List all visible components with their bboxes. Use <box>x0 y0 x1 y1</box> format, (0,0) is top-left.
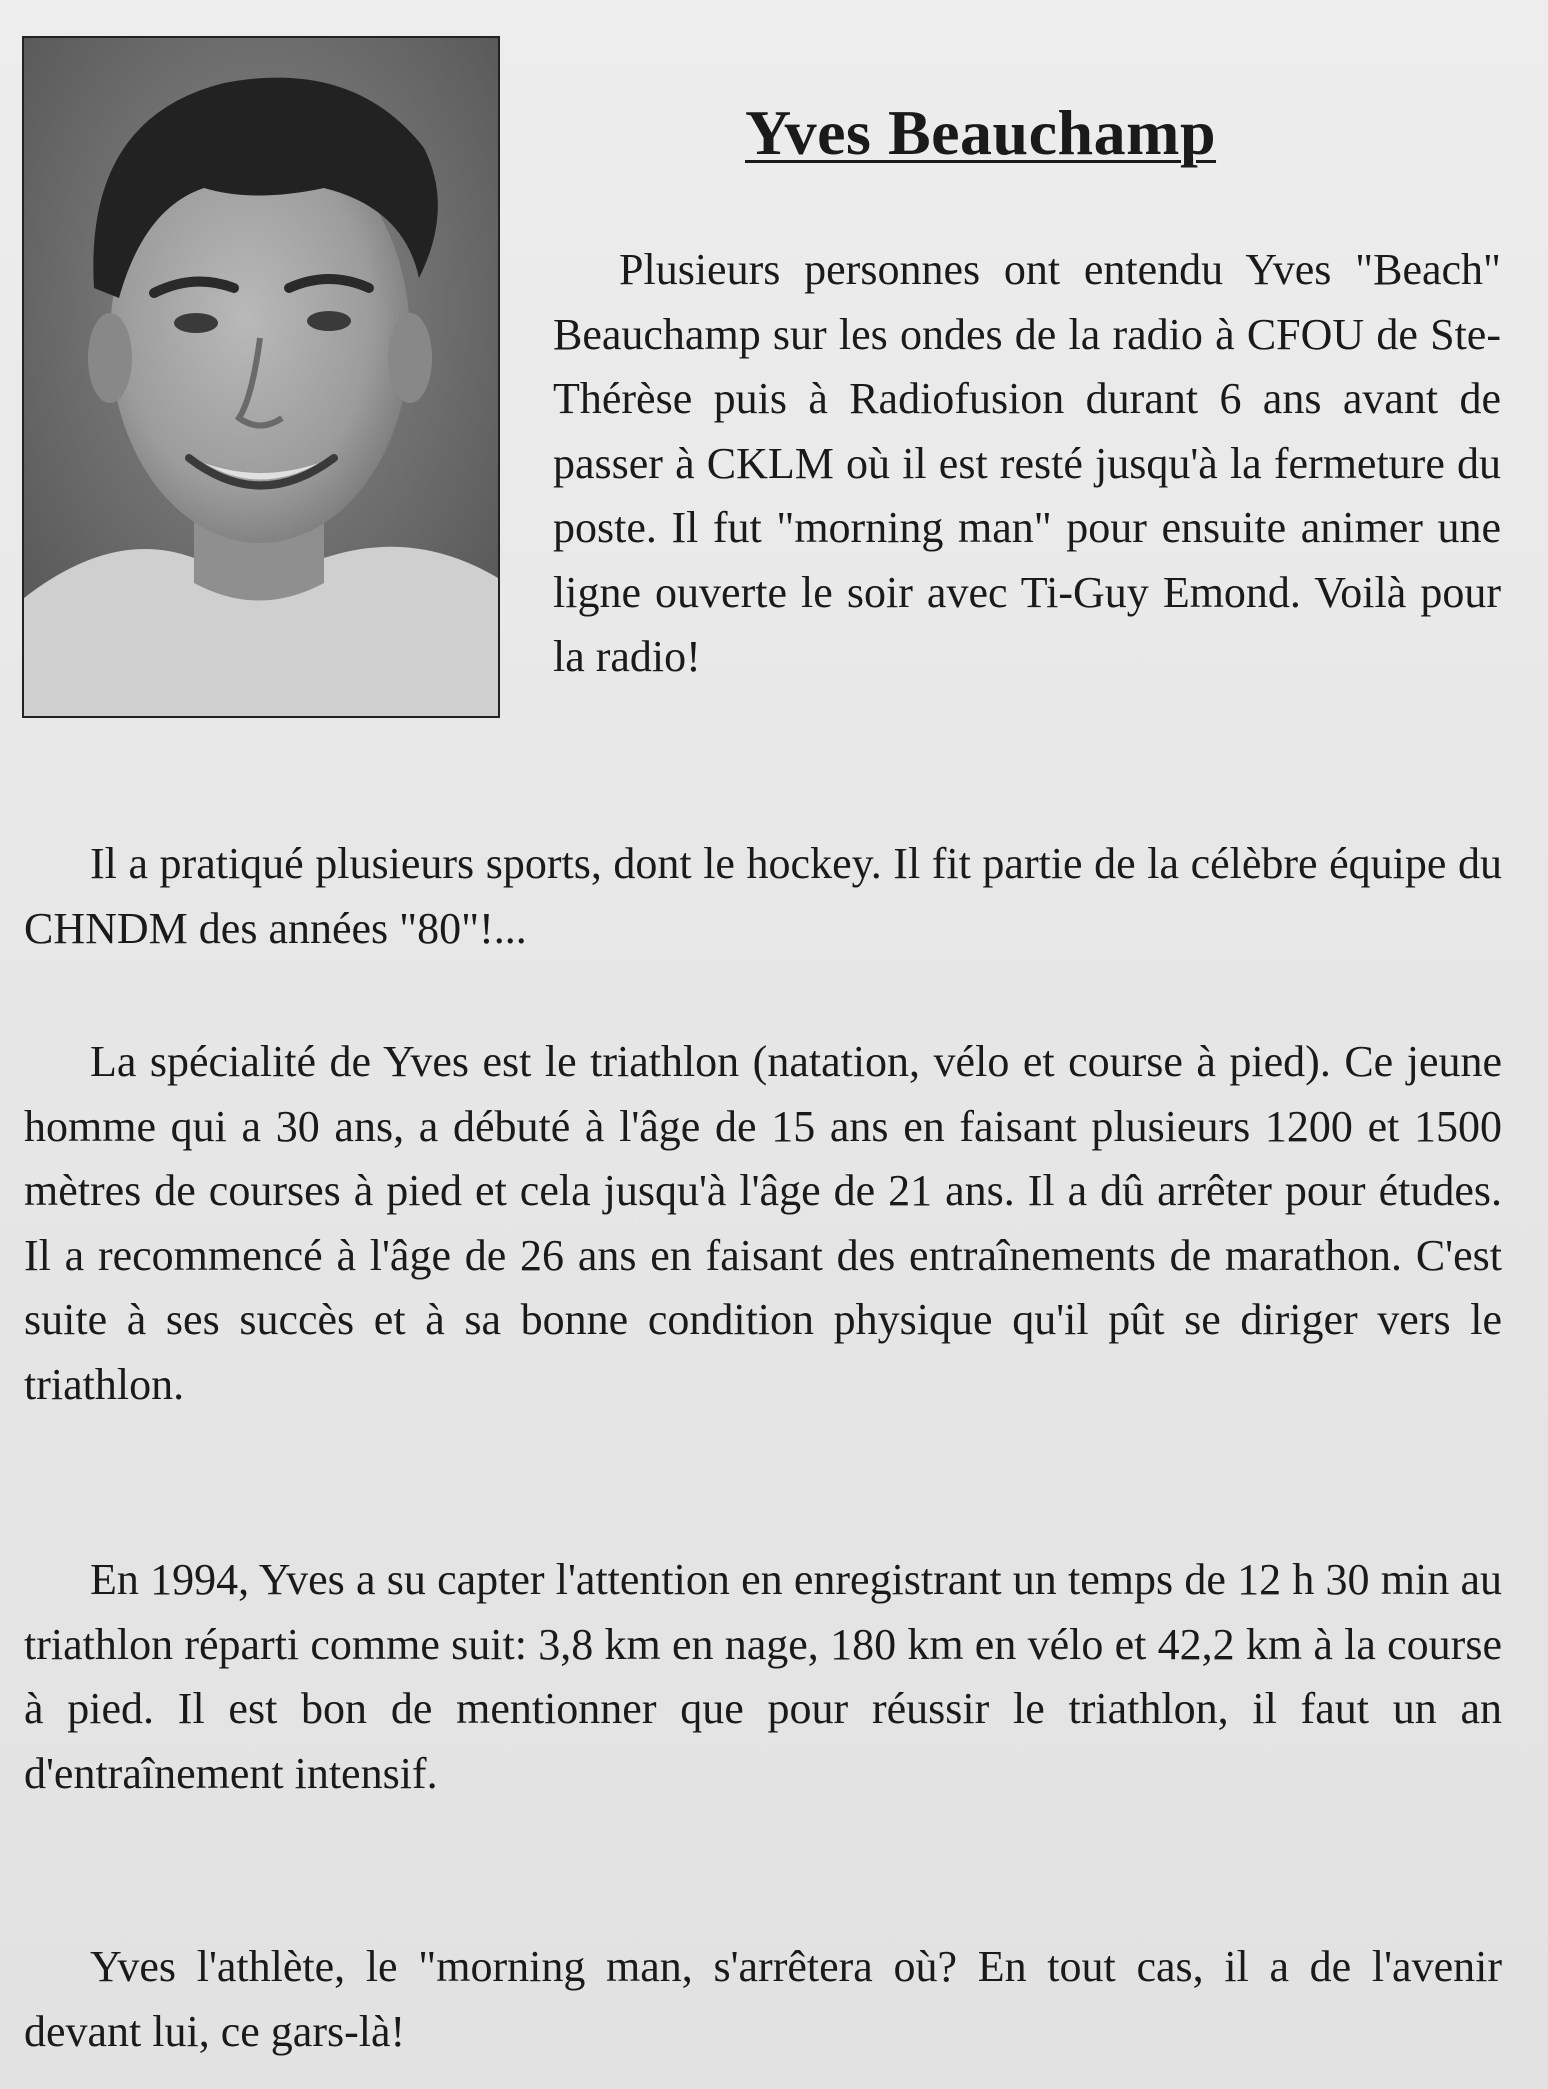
portrait-photo <box>22 36 500 718</box>
article-title: Yves Beauchamp <box>745 97 1217 168</box>
body-paragraph-sports: Il a pratiqué plusieurs sports, dont le hockey. Il fit partie de la célèbre équipe du CHNDM des années "80"!... <box>24 839 1502 953</box>
body-paragraph-closing: Yves l'athlète, le "morning man, s'arrêtera où? En tout cas, il a de l'avenir devant lui, ce gars-là! <box>24 1942 1502 2056</box>
body-paragraph-1994: En 1994, Yves a su capter l'attention en enregistrant un temps de 12 h 30 min au triathlon réparti comme suit: 3,8 km en nage, 180 km en vélo et 42,2 km à la course à pied. Il est bon de mentionner que pour réussir le triathlon, il faut un an d'entraînement intensif. <box>24 1555 1502 1798</box>
intro-paragraph: Plusieurs personnes ont entendu Yves "Beach" Beauchamp sur les ondes de la radio à CFOU de Ste-Thérèse puis à Radiofusion durant 6 ans avant de passer à CKLM où il est resté jusqu'à la fermeture du poste. Il fut "morning man" pour ensuite animer une ligne ouverte le soir avec Ti-Guy Emond. Voilà pour la radio! <box>553 245 1501 681</box>
body-paragraph-triathlon: La spécialité de Yves est le triathlon (natation, vélo et course à pied). Ce jeune homme qui a 30 ans, a débuté à l'âge de 15 ans en faisant plusieurs 1200 et 1500 mètres de courses à pied et cela jusqu'à l'âge de 21 ans. Il a dû arrêter pour études. Il a recommencé à l'âge de 26 ans en faisant des entraînements de marathon. C'est suite à ses succès et à sa bonne condition physique qu'il pût se diriger vers le triathlon. <box>24 1037 1502 1409</box>
